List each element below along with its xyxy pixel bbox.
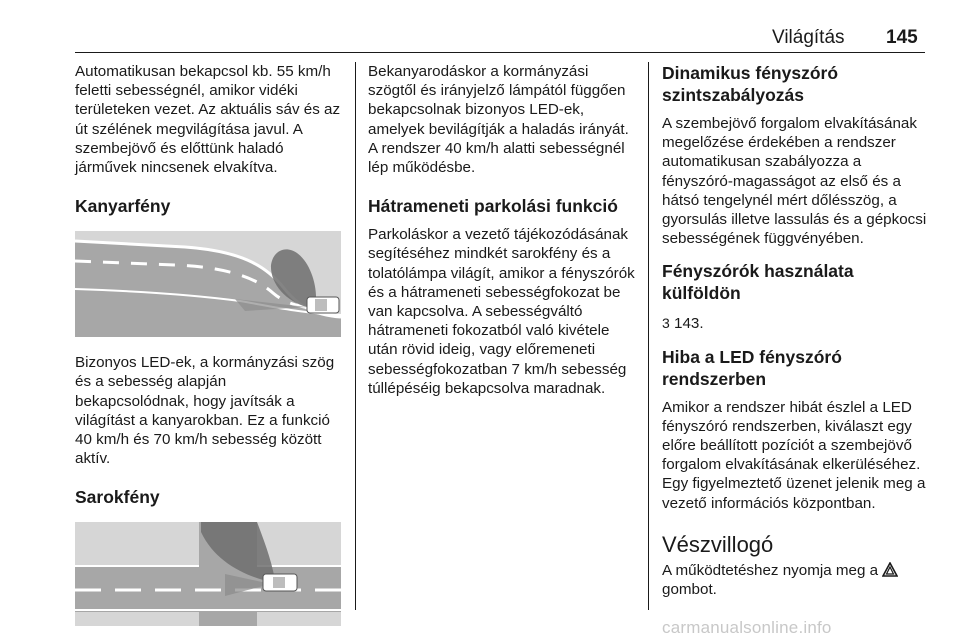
hazard-paragraph (662, 561, 930, 599)
heading-hazard-flasher: Vészvillogó (662, 531, 774, 557)
header-divider (75, 52, 925, 53)
car-icon (307, 297, 339, 313)
abroad-reference (662, 314, 930, 333)
led-fault-paragraph: Amikor a rendszer hibát észlel a LED fényszóró rendszerben, kiválaszt egy előre beállított pozíciót a szembejövő forgalom elvakításának elkerüléséhez. Egy figyelmeztető üzenet jelenik meg a vezető információs központban. (662, 398, 926, 512)
page-reference-arrow-icon: 3 (662, 315, 670, 332)
cornering-light-illustration (75, 231, 341, 337)
column-2 (368, 62, 636, 398)
dynamic-leveling-paragraph: A szembejövő forgalom elvakításának megelőzése érdekében a rendszer automatikusan szabályozza a fényszóró-magasságot az első és a hátsó tengelynél mért dőlésszög, a gyorsulás illetve lassulás és a gépkocsi sebességének függvényében. (662, 115, 927, 248)
hazard-triangle-icon (882, 562, 898, 577)
car-icon (263, 574, 297, 591)
heading-led-fault: Hiba a LED fényszóró rendszerben (662, 346, 842, 389)
column-divider-1 (355, 62, 356, 610)
section-title: Világítás (772, 27, 845, 48)
parking-paragraph: Parkoláskor a vezető tájékozódásának segítéséhez mindkét sarokfény és a tolatólámpa világít, amikor a fényszórók és a hátrameneti sebességfokozat be van kapcsolva. A sebességváltó hátrameneti fokozatból való kivétele után rövid ideig, vagy előremeneti sebességfokozatban 7 km/h sebesség túllépéséig bekapcsolva maradnak. (368, 226, 635, 397)
column-3 (662, 62, 930, 599)
column-divider-2 (648, 62, 649, 610)
column-1 (75, 62, 341, 626)
hazard-text-after: gombot. (662, 581, 717, 599)
heading-dynamic-leveling: Dinamikus fényszóró szintszabályozás (662, 63, 839, 105)
hazard-text-before: A működtetéshez nyomja meg a (662, 561, 879, 579)
heading-sarokfeny: Sarokfény (75, 487, 160, 508)
intro-paragraph: Automatikusan bekapcsol kb. 55 km/h feletti sebességnél, amikor vidéki területeken vezet. Az aktuális sáv és az út szélének megvilágítása javul. A szembejövő és előttünk haladó járművek nincsenek elvakítva. (75, 63, 341, 177)
page-number: 145 (886, 27, 918, 48)
reference-page-link[interactable]: 143. (674, 315, 704, 333)
watermark: carmanualsonline.info (662, 618, 832, 637)
heading-kanyarfeny: Kanyarfény (75, 196, 171, 217)
kanyarfeny-paragraph: Bizonyos LED-ek, a kormányzási szög és a sebesség alapján bekapcsolódnak, hogy javítsák a világítást a kanyarokban. Ez a funkció 40 km/h és 70 km/h sebesség között aktív. (75, 354, 335, 468)
heading-parking-function: Hátrameneti parkolási funkció (368, 196, 618, 217)
cornering-intro-paragraph: Bekanyarodáskor a kormányzási szögtől és irányjelző lámpától függően bekapcsolnak bizonyos LED-ek, amelyek bevilágítják a haladás irányát. A rendszer 40 km/h alatti sebességnél lép működésbe. (368, 63, 629, 177)
heading-headlights-abroad: Fényszórók használata külföldön (662, 261, 854, 304)
corner-light-illustration (75, 522, 341, 626)
